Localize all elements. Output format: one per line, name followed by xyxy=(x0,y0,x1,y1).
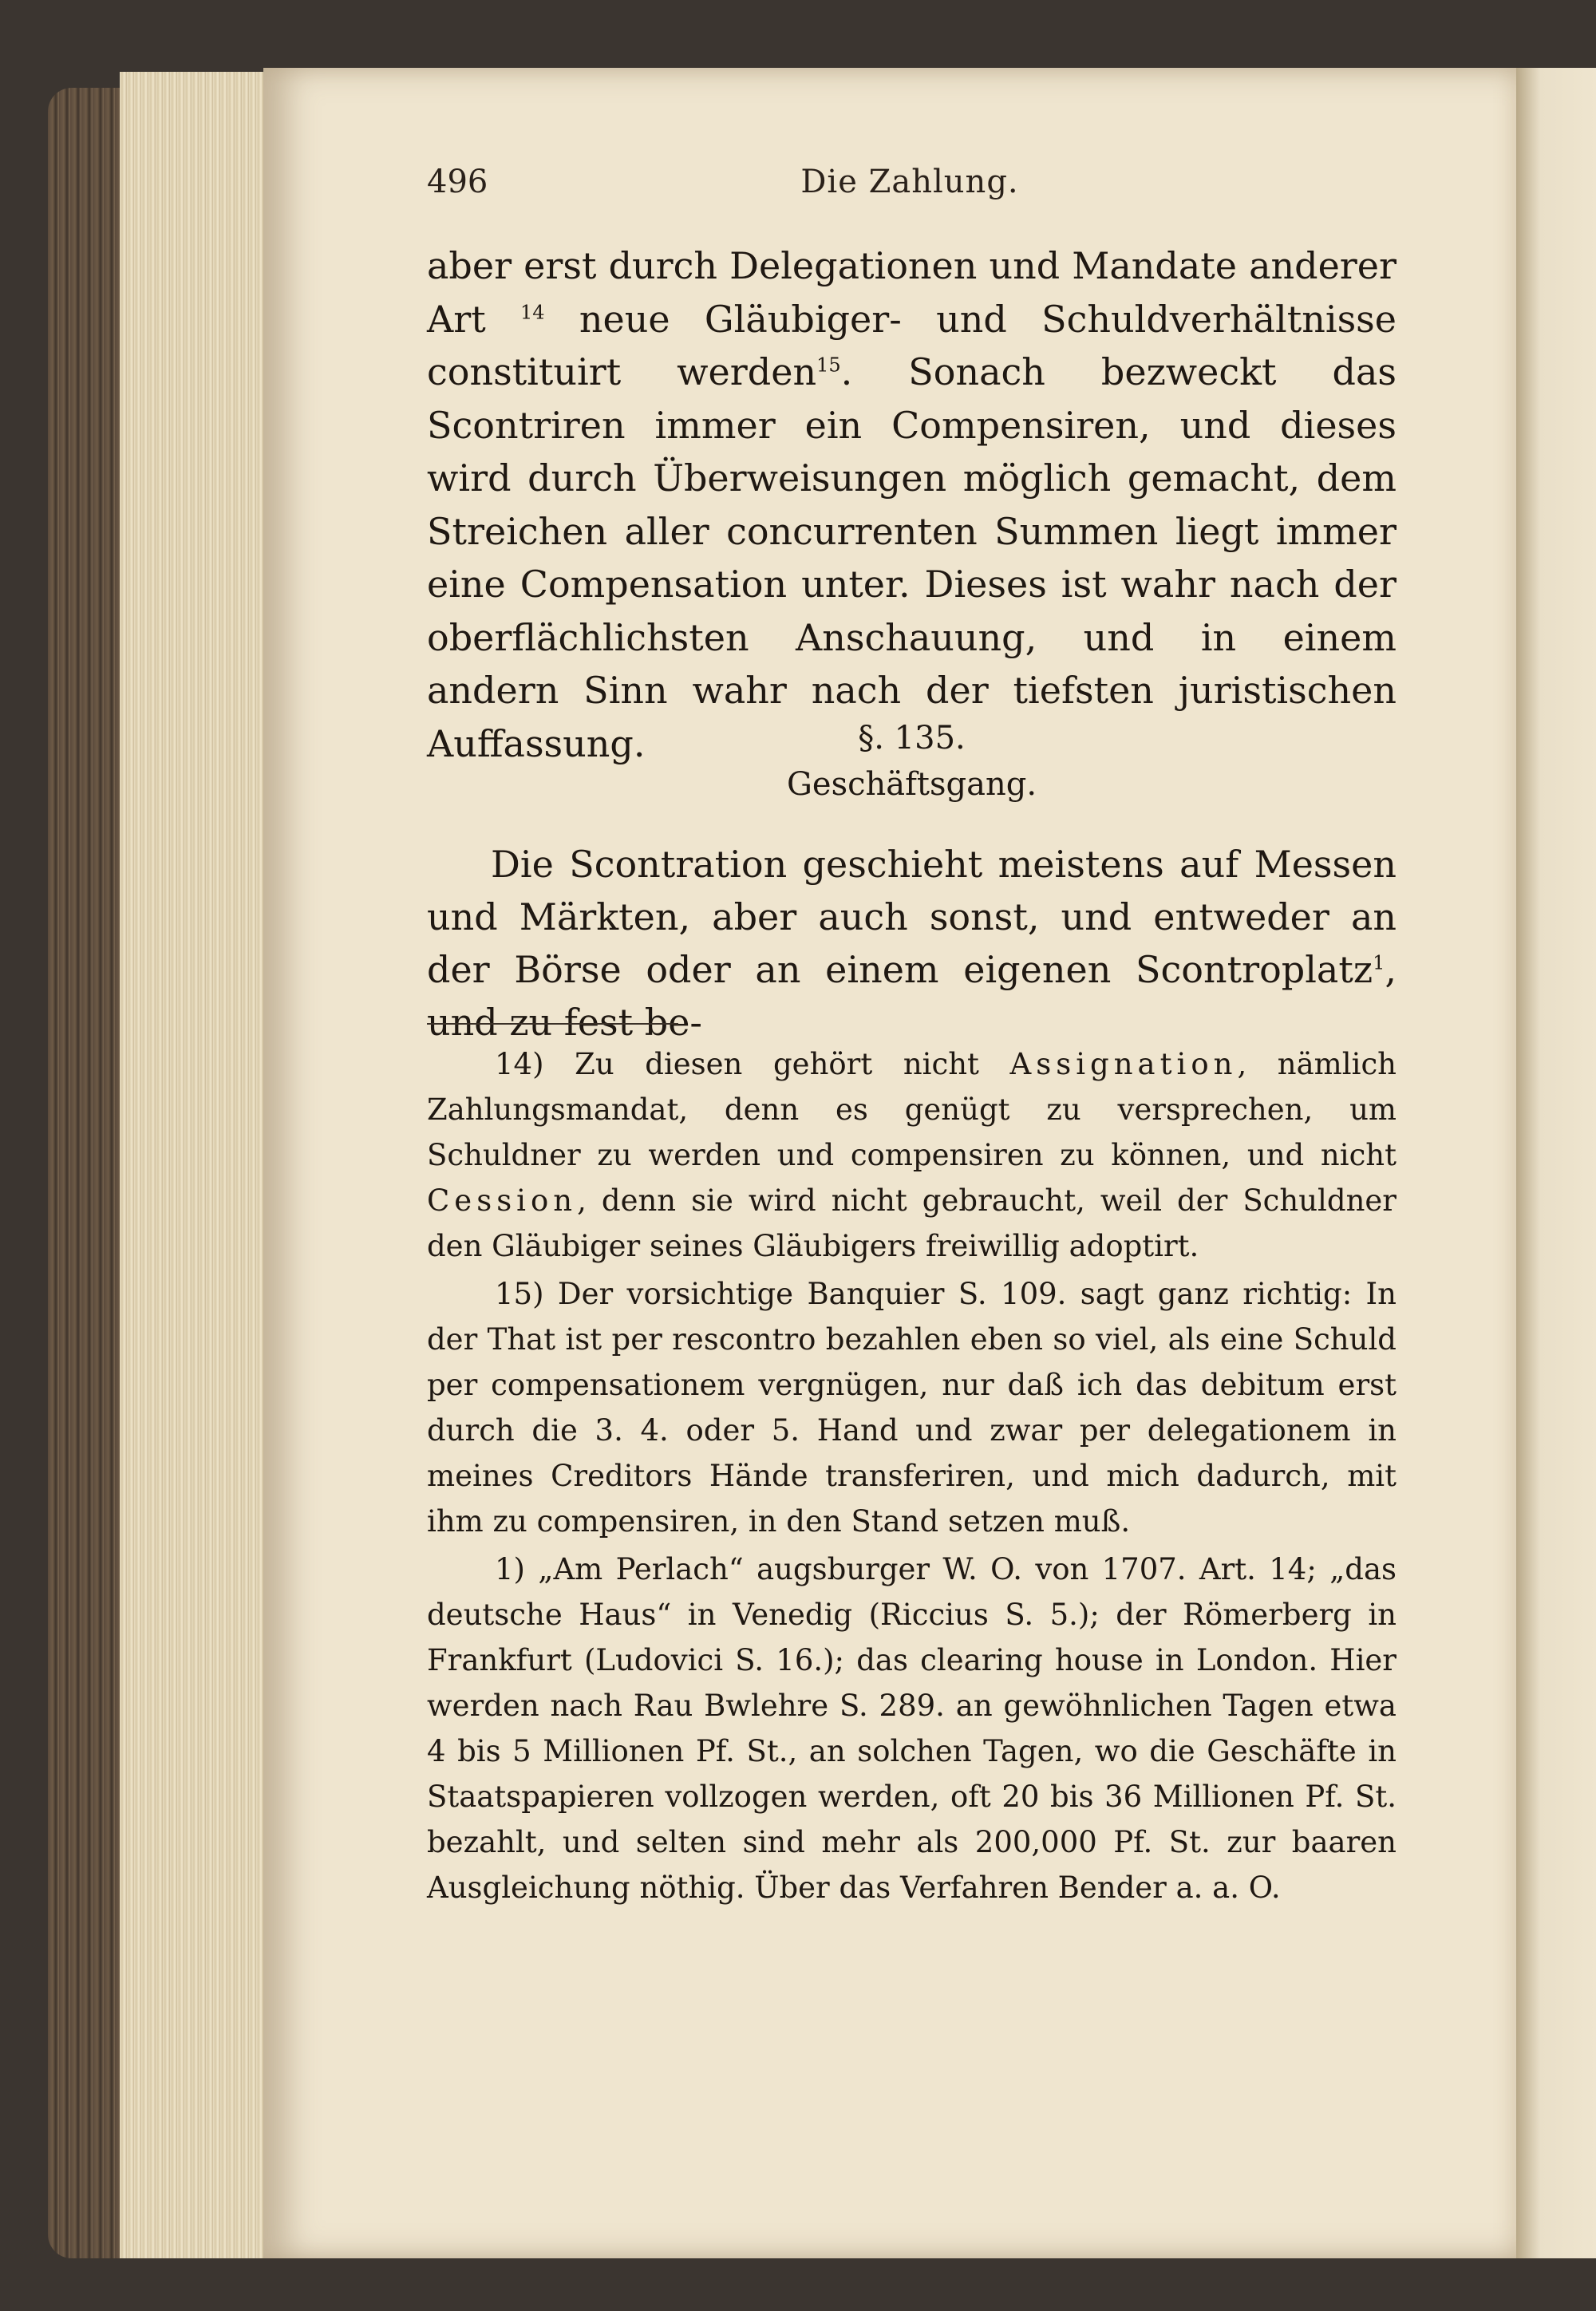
footnote-14-term-2: Cession xyxy=(427,1183,578,1218)
footnote-ref-15: 15 xyxy=(816,354,841,377)
page-number: 496 xyxy=(427,164,488,200)
footnote-14-mid: , nämlich Zahlungsmandat, denn es genügt zu versprechen, um Schuldner zu werden und compensiren zu können, und nicht xyxy=(427,1047,1396,1172)
paragraph-2-part-a: Die Scontration geschieht meistens auf Messen und Märkten, aber auch sonst, und entweder an der Börse oder an einem eigenen Scontroplatz xyxy=(427,843,1396,991)
paragraph-2 xyxy=(427,838,1396,1049)
footnote-14-term-1: Assignation xyxy=(1009,1047,1238,1081)
section-heading xyxy=(427,714,1396,807)
footnotes xyxy=(427,1041,1396,1913)
facing-page-edge xyxy=(1516,68,1596,2258)
paragraph-1-part-b: neue Gläubiger- und Schuldverhältnisse constituirt werden xyxy=(427,297,1396,393)
paragraph-1 xyxy=(427,239,1396,770)
footnote-ref-14: 14 xyxy=(520,301,545,324)
section-number: §. 135. xyxy=(858,720,966,757)
footnote-divider xyxy=(427,1023,678,1025)
paragraph-1-text xyxy=(427,239,1396,770)
footnote-1: 1) „Am Perlach“ augsburger W. O. von 1707. Art. 14; „das deutsche Haus“ in Venedig (Riccius S. 5.); der Römerberg in Frankfurt (Ludovici S. 16.); das clearing house in London. Hier werden nach Rau Bwlehre S. 289. an gewöhnlichen Tagen etwa 4 bis 5 Millionen Pf. St., an solchen Tagen, wo die Geschäfte in Staatspapieren vollzogen werden, oft 20 bis 36 Millionen Pf. St. bezahlt, und selten sind mehr als 200,000 Pf. St. zur baaren Ausgleichung nöthig. Über das Verfahren Bender a. a. O. xyxy=(427,1552,1396,1905)
section-title: Geschäftsgang. xyxy=(786,766,1037,803)
running-title: Die Zahlung. xyxy=(800,164,1019,200)
page-header xyxy=(427,164,1393,211)
footnote-14 xyxy=(427,1041,1396,1269)
page-stack xyxy=(120,72,279,2258)
paragraph-2-text xyxy=(427,838,1396,1049)
footnote-ref-1: 1 xyxy=(1373,951,1385,974)
footnote-15: 15) Der vorsichtige Banquier S. 109. sagt ganz richtig: In der That ist per rescontro bezahlen eben so viel, als eine Schuld per compensationem vergnügen, nur daß ich das debitum erst durch die 3. 4. oder 5. Hand und zwar per delegationem in meines Creditors Hände transferiren, und mich dadurch, mit ihm zu compensiren, in den Stand setzen muß. xyxy=(427,1277,1396,1539)
paragraph-1-part-c: . Sonach bezweckt das Scontriren immer ein Compensiren, und dieses wird durch Überweisungen möglich gemacht, dem Streichen aller concurrenten Summen liegt immer eine Compensation unter. Dieses ist wahr nach der oberflächlichsten Anschauung, und in einem andern Sinn wahr nach der tiefsten juristischen Auffassung. xyxy=(427,350,1396,765)
footnote-14-lead: 14) Zu diesen gehört nicht xyxy=(495,1047,1010,1081)
footnote-14-tail: , denn sie wird nicht gebraucht, weil der Schuldner den Gläubiger seines Gläubigers freiwillig adoptirt. xyxy=(427,1183,1396,1263)
paragraph-2-part-b: , und zu fest be- xyxy=(427,948,1396,1044)
paragraph-1-part-a: aber erst durch Delegationen und Mandate anderer Art xyxy=(427,244,1396,341)
